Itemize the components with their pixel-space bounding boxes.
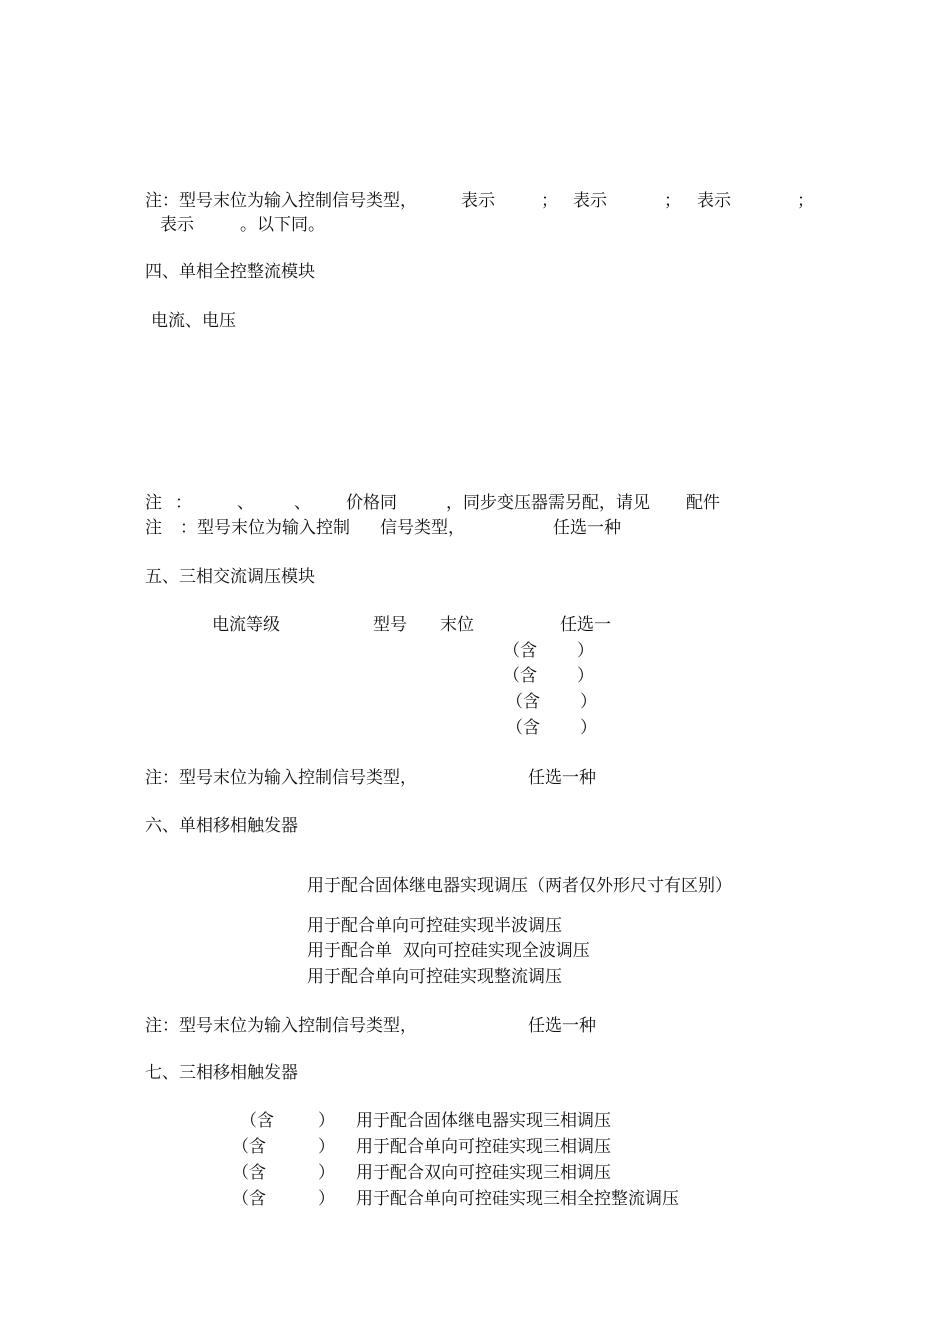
note1-show2: 表示 — [573, 191, 607, 211]
note1-prefix: 注：型号末位为输入控制信号类型， — [145, 191, 417, 211]
note1-semi3: ； — [797, 191, 814, 211]
sec5-row-open: （含 — [506, 718, 540, 738]
sec7-title: 七、三相移相触发器 — [145, 1063, 298, 1083]
sec6-item: 用于配合固体继电器实现调压（两者仅外形尺寸有区别） — [307, 876, 732, 896]
sec4-note-a-parts: 配件 — [686, 493, 720, 513]
note1-suffix: 。以下同。 — [240, 215, 325, 235]
sec7-row-close: ） — [318, 1111, 335, 1131]
sec4-note-b-text2: 信号类型， — [380, 518, 465, 538]
sec4-note-a-dun2: 、 — [294, 493, 311, 513]
sec7-row-open: （含 — [232, 1137, 266, 1157]
sec5-note: 注：型号末位为输入控制信号类型， — [145, 768, 417, 788]
sec7-row-open: （含 — [232, 1163, 266, 1183]
sec7-row-desc: 用于配合双向可控硅实现三相调压 — [356, 1163, 611, 1183]
sec7-row-close: ） — [318, 1163, 335, 1183]
sec5-title: 五、三相交流调压模块 — [145, 567, 315, 587]
sec5-row-close: ） — [577, 666, 594, 686]
sec5-note-choose: 任选一种 — [528, 768, 596, 788]
sec6-item: 用于配合单 双向可控硅实现全波调压 — [307, 941, 590, 961]
sec4-label: 电流、电压 — [151, 311, 236, 331]
sec5-row-open: （含 — [503, 641, 537, 661]
sec7-row-close: ） — [318, 1137, 335, 1157]
sec6-item: 用于配合单向可控硅实现整流调压 — [307, 967, 562, 987]
sec7-row-open: （含 — [232, 1189, 266, 1209]
sec6-note-choose: 任选一种 — [528, 1016, 596, 1036]
sec4-note-a-dun1: 、 — [237, 493, 254, 513]
sec5-row-close: ） — [577, 641, 594, 661]
sec4-note-b-choose: 任选一种 — [553, 518, 621, 538]
sec4-note-a-rest: ，同步变压器需另配，请见 — [446, 493, 650, 513]
note1-show4: 表示 — [160, 215, 194, 235]
note1-show3: 表示 — [697, 191, 731, 211]
sec6-item: 用于配合单向可控硅实现半波调压 — [307, 916, 562, 936]
sec6-note: 注：型号末位为输入控制信号类型， — [145, 1016, 417, 1036]
sec7-row-desc: 用于配合固体继电器实现三相调压 — [356, 1111, 611, 1131]
sec5-col-choose: 任选一 — [560, 615, 611, 635]
sec7-row-desc: 用于配合单向可控硅实现三相调压 — [356, 1137, 611, 1157]
sec4-title: 四、单相全控整流模块 — [145, 262, 315, 282]
sec5-row-close: ） — [580, 692, 597, 712]
sec4-note-b-text: ：型号末位为输入控制 — [180, 518, 350, 538]
sec5-col-model: 型号 — [373, 615, 407, 635]
note1-semi1: ； — [541, 191, 558, 211]
sec5-col-end: 末位 — [440, 615, 474, 635]
sec7-row-desc: 用于配合单向可控硅实现三相全控整流调压 — [356, 1189, 679, 1209]
sec7-row-open: （含 — [240, 1111, 274, 1131]
sec4-note-a-price: 价格同 — [346, 493, 397, 513]
note1-semi2: ； — [664, 191, 681, 211]
sec5-row-close: ） — [580, 718, 597, 738]
note1-show1: 表示 — [461, 191, 495, 211]
sec4-note-a-zhu: 注 — [145, 493, 162, 513]
sec5-row-open: （含 — [506, 692, 540, 712]
sec4-note-b-zhu: 注 — [145, 518, 162, 538]
sec6-title: 六、单相移相触发器 — [145, 816, 298, 836]
sec5-row-open: （含 — [503, 666, 537, 686]
sec7-row-close: ） — [318, 1189, 335, 1209]
sec5-col-current: 电流等级 — [212, 615, 280, 635]
sec4-note-a-colon: ： — [175, 493, 192, 513]
